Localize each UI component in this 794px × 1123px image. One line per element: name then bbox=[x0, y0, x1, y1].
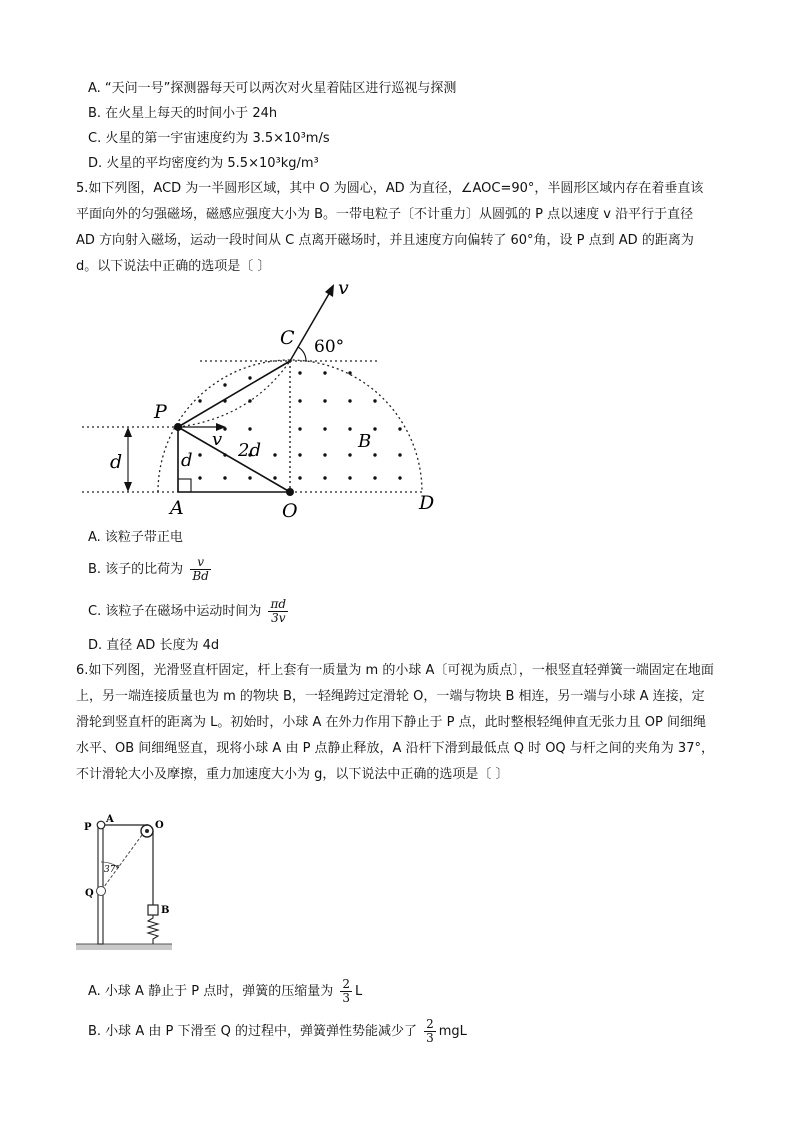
label-37-deg: 37° bbox=[104, 865, 120, 875]
fraction-numerator: v bbox=[197, 555, 204, 569]
q4-option-b: B. 在火星上每天的时间小于 24h bbox=[88, 106, 278, 121]
label-q: Q bbox=[85, 888, 94, 899]
vertical-rod bbox=[98, 826, 103, 944]
line-pc bbox=[178, 361, 290, 427]
q5-option-d: D. 直径 AD 长度为 4d bbox=[88, 638, 220, 653]
ground bbox=[76, 944, 172, 950]
fraction-denominator: 3 bbox=[342, 991, 350, 1005]
dimension-arrow-top bbox=[124, 427, 132, 437]
label-o: O bbox=[282, 500, 298, 522]
label-d-point: D bbox=[419, 492, 435, 514]
q4-option-c: C. 火星的第一宇宙速度约为 3.5×10³m/s bbox=[88, 131, 330, 146]
point-p bbox=[174, 423, 182, 431]
q5-option-c-text: C. 该粒子在磁场中运动时间为 bbox=[88, 604, 262, 619]
label-2d: 2d bbox=[238, 440, 261, 461]
label-o: O bbox=[155, 820, 164, 831]
q6-option-a-fraction bbox=[340, 978, 352, 1005]
label-60-deg: 60° bbox=[314, 337, 345, 357]
fraction-denominator: 3 bbox=[426, 1031, 434, 1045]
fraction-denominator: 3v bbox=[268, 611, 288, 625]
q6-option-a-unit: L bbox=[354, 984, 363, 999]
label-a: A bbox=[170, 497, 184, 519]
angle-arc-60 bbox=[298, 347, 306, 361]
q6-stem: 6.如下列图，光滑竖直杆固定，杆上套有一质量为 m 的小球 A〔可视为质点〕，一根竖直轻弹簧一端固定在地面上，另一端连接质量也为 m 的物块 B，一轻绳跨过定滑轮 O，一端与物块 B 相连，另一端与小球 A 连接，定滑轮到竖直杆的距离为 L。初始时，小球 A 在外力作用下静止于 P 点，此时整根轻绳伸直无张力且 OP 间细绳水平、OB 间细绳竖直，现将小球 A 由 P 点静止释放，A 沿杆下滑到最低点 Q 时 OQ 与杆之间的夹角为 37°，不计滑轮大小及摩擦，重力加速度大小为 g，以下说法中正确的选项是〔 〕 bbox=[76, 663, 714, 782]
pulley-axle bbox=[145, 829, 149, 833]
label-c: C bbox=[280, 327, 295, 349]
label-p: P bbox=[154, 401, 167, 423]
q6-option-b-text: B. 小球 A 由 P 下滑至 Q 的过程中，弹簧弹性势能减少了 bbox=[88, 1024, 417, 1039]
q5-option-b-text: B. 该子的比荷为 bbox=[88, 562, 184, 577]
spring bbox=[148, 915, 158, 944]
q5-option-c-fraction bbox=[268, 598, 288, 625]
q6-option-a bbox=[88, 977, 362, 1007]
q4-option-a: A. “天问一号”探测器每天可以两次对火星着陆区进行巡视与探测 bbox=[88, 81, 457, 96]
q6-option-b bbox=[88, 1017, 467, 1047]
label-p: P bbox=[84, 822, 92, 833]
q5-option-b-fraction bbox=[190, 556, 211, 583]
q5-option-c bbox=[88, 597, 291, 627]
point-o bbox=[286, 488, 294, 496]
label-d-inner: d bbox=[181, 450, 193, 471]
ball-a bbox=[97, 821, 105, 829]
line-po bbox=[178, 427, 290, 492]
q6-option-b-unit: mgL bbox=[438, 1024, 467, 1039]
label-a: A bbox=[106, 814, 114, 825]
ball-q bbox=[97, 887, 106, 896]
q4-option-d: D. 火星的平均密度约为 5.5×10³kg/m³ bbox=[88, 156, 319, 171]
field-dots bbox=[198, 371, 401, 479]
fraction-denominator: Bd bbox=[192, 569, 209, 583]
label-d-outer: d bbox=[110, 451, 123, 473]
q5-option-b bbox=[88, 555, 214, 585]
q5-stem: 5.如下列图，ACD 为一半圆形区域，其中 O 为圆心，AD 为直径，∠AOC=90°，半圆形区域内存在着垂直该平面向外的匀强磁场，磁感应强度大小为 B。一带电粒子〔不计重力〕从圆弧的 P 点以速度 v 沿平行于直径 AD 方向射入磁场，运动一段时间从 C 点离开磁场时，并且速度方向偏转了 60°角，设 P 点到 AD 的距离为 d。以下说法中正确的选项是〔 〕 bbox=[76, 181, 704, 274]
rope-oq bbox=[101, 835, 142, 891]
q6-figure bbox=[74, 814, 184, 955]
label-b: B bbox=[358, 431, 372, 452]
fraction-numerator: πd bbox=[270, 597, 287, 611]
q5-figure bbox=[80, 272, 460, 522]
block-b bbox=[148, 905, 158, 915]
q6-option-b-fraction bbox=[424, 1018, 436, 1045]
label-b: B bbox=[161, 905, 170, 916]
velocity-arrowhead-c bbox=[325, 284, 334, 297]
q6-option-a-text: A. 小球 A 静止于 P 点时，弹簧的压缩量为 bbox=[88, 984, 334, 999]
label-v: v bbox=[212, 429, 223, 450]
dimension-arrow-bottom bbox=[124, 482, 132, 492]
fraction-numerator: 2 bbox=[426, 1017, 434, 1031]
label-v-top: v bbox=[338, 277, 349, 299]
fraction-numerator: 2 bbox=[342, 977, 350, 991]
q5-option-a: A. 该粒子带正电 bbox=[88, 530, 183, 545]
right-angle-mark bbox=[178, 479, 191, 492]
